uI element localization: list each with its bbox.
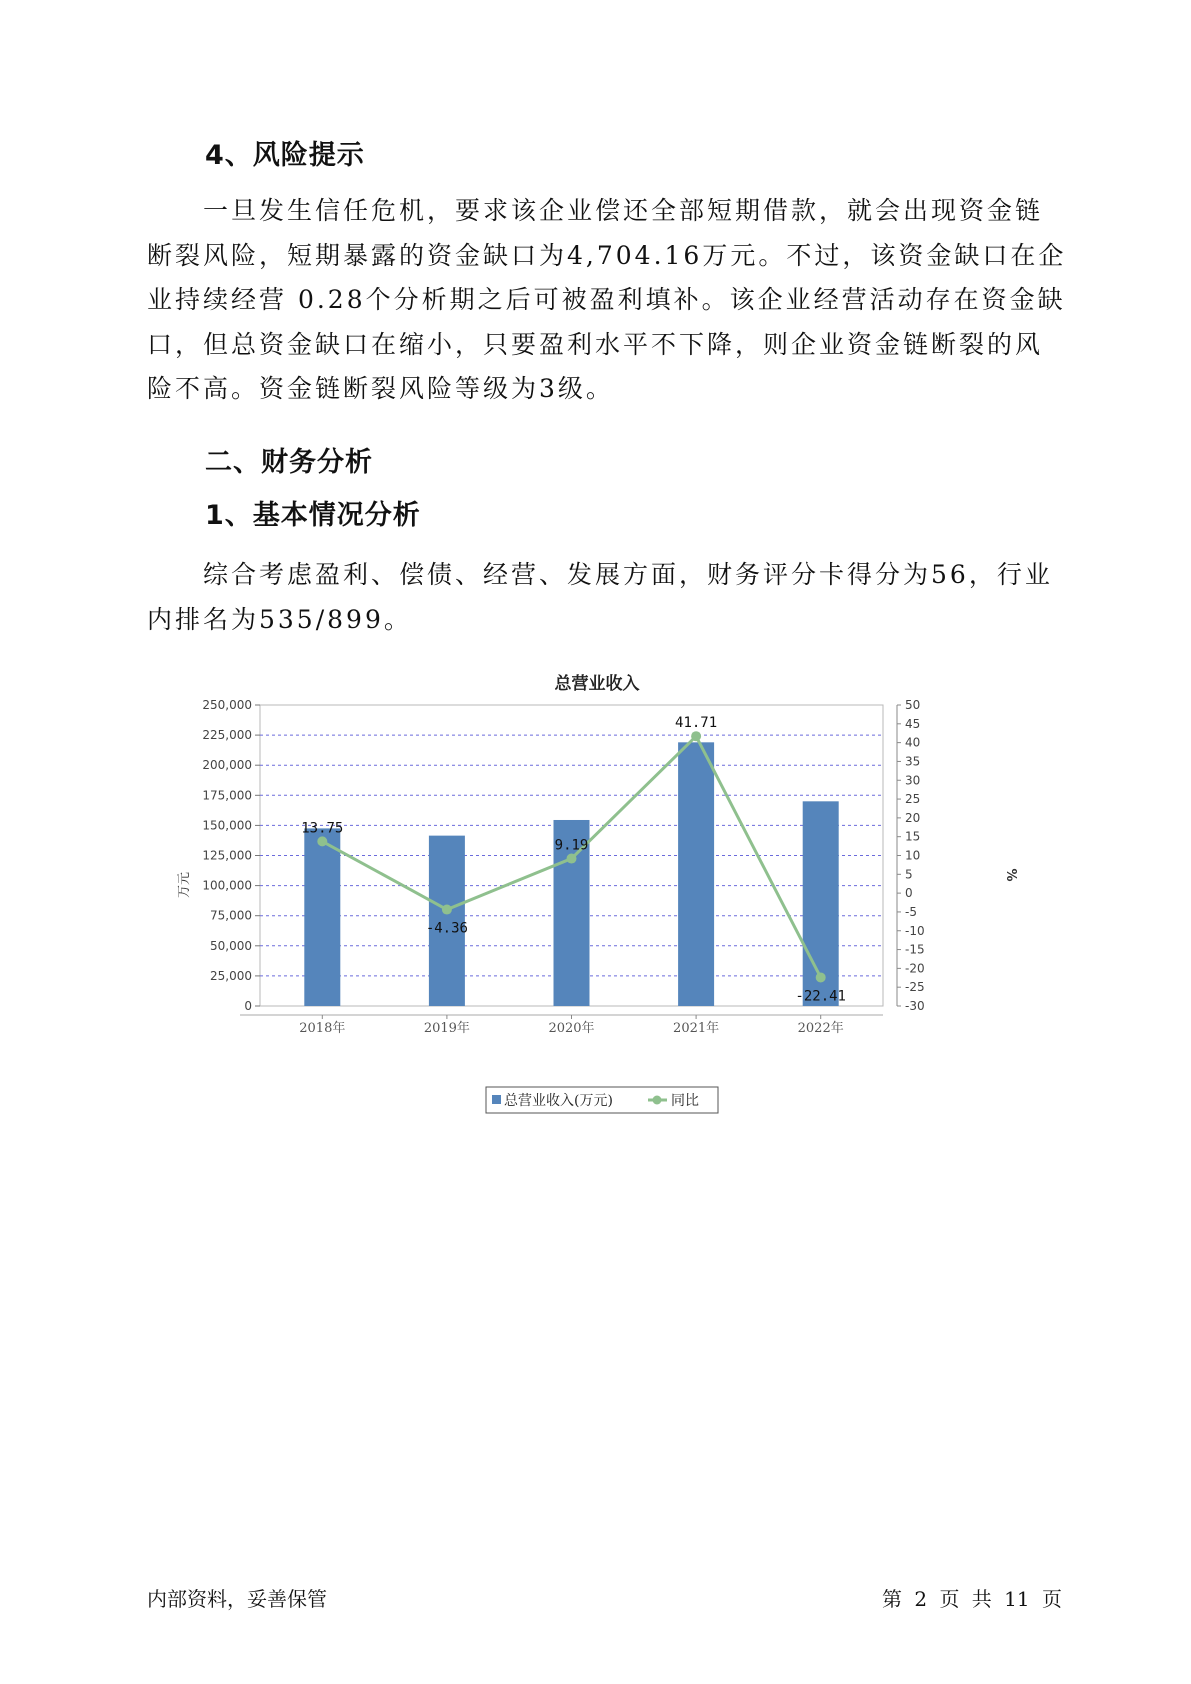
y-tick-label: 225,000 [202,728,252,743]
y2-tick-label: 20 [905,810,921,825]
y-tick-label: 150,000 [202,818,252,833]
y-tick-label: 250,000 [202,698,252,712]
yoy-point [816,972,826,982]
y2-tick-label: 50 [905,698,921,712]
legend-bar-swatch [492,1095,501,1104]
y2-tick-label: 40 [905,735,921,750]
x-tick-label: 2019年 [423,1021,470,1036]
y2-tick-label: 25 [905,792,921,807]
x-tick-label: 2020年 [548,1021,595,1036]
yoy-data-label: 9.19 [554,837,589,854]
y2-tick-label: 10 [905,848,921,863]
y2-tick-label: -30 [905,999,925,1013]
yoy-data-label: -22.41 [795,988,846,1005]
x-tick-label: 2021年 [673,1021,720,1036]
finance-line: 内排名为535/899。 [147,604,412,634]
footer-confidential: 内部资料，妥善保管 [147,1587,327,1611]
legend-line-marker [653,1096,662,1105]
y2-tick-label: -20 [905,961,925,976]
y2-tick-label: 5 [905,867,913,882]
revenue-bar [678,742,714,1006]
yoy-point [317,836,327,846]
y2-tick-label: 45 [905,716,921,731]
finance-paragraph [147,553,1053,642]
yoy-data-label: -4.36 [425,920,468,937]
revenue-chart [177,665,1018,1125]
y-tick-label: 125,000 [202,848,252,863]
yoy-data-label: 13.75 [301,820,344,837]
revenue-bar [304,828,340,1006]
y-tick-label: 0 [244,999,252,1013]
y2-tick-label: 0 [905,886,913,901]
y-tick-label: 75,000 [210,908,252,923]
y2-tick-label: 35 [905,754,921,769]
y-tick-label: 200,000 [202,758,252,773]
y2-tick-label: -25 [905,980,925,995]
finance-line: 综合考虑盈利、偿债、经营、发展方面，财务评分卡得分为56，行业 [203,560,1053,589]
yoy-point [691,731,701,741]
y2-tick-label: -15 [905,942,925,957]
risk-line: 一旦发生信任危机，要求该企业偿还全部短期借款，就会出现资金链 [203,196,1044,225]
y2-tick-label: -10 [905,923,925,938]
risk-heading: 4、风险提示 [205,140,365,171]
y-tick-label: 25,000 [210,968,252,983]
y2-axis-label: % [1003,868,1018,882]
y2-tick-label: -5 [905,904,917,919]
yoy-point [442,905,452,915]
risk-line: 险不高。资金链断裂风险等级为3级。 [147,374,614,403]
risk-line: 业持续经营 0.28个分析期之后可被盈利填补。该企业经营活动存在资金缺 [147,285,1066,314]
chart-title: 总营业收入 [554,674,640,694]
yoy-data-label: 41.71 [675,715,718,732]
legend-line-label: 同比 [671,1093,699,1109]
footer-page-number: 第 2 页 共 11 页 [882,1587,1062,1611]
risk-paragraph [147,189,1067,412]
y2-tick-label: 30 [905,773,921,788]
x-tick-label: 2022年 [797,1021,844,1036]
legend-bar-label: 总营业收入(万元) [504,1093,613,1109]
y-axis-label: 万元 [177,871,192,899]
y-tick-label: 50,000 [210,938,252,953]
risk-line: 口，但总资金缺口在缩小，只要盈利水平不下降，则企业资金链断裂的风 [147,329,1044,359]
x-tick-label: 2018年 [299,1021,346,1036]
chart-legend [486,1087,718,1113]
y-tick-label: 100,000 [202,878,252,893]
finance-subheading: 1、基本情况分析 [205,500,421,531]
finance-heading: 二、财务分析 [205,447,373,478]
risk-line: 断裂风险，短期暴露的资金缺口为4,704.16万元。不过，该资金缺口在企 [147,240,1067,270]
y-tick-label: 175,000 [202,788,252,803]
y2-tick-label: 15 [905,829,921,844]
yoy-point [567,854,577,864]
